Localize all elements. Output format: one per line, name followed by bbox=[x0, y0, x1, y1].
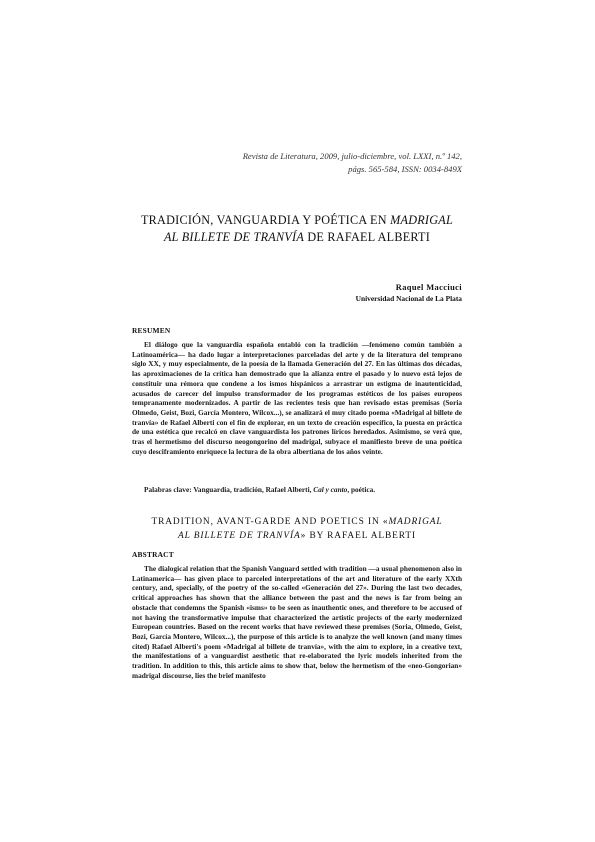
title-italic-1: MADRIGAL bbox=[390, 213, 454, 227]
article-title bbox=[132, 212, 462, 246]
english-title bbox=[132, 515, 462, 543]
keywords-end: , poética. bbox=[347, 485, 376, 494]
abstract-heading: ABSTRACT bbox=[132, 550, 174, 559]
title-italic-2: AL BILLETE DE TRANVÍA bbox=[163, 230, 305, 244]
keywords-list: Vanguardia, tradición, Rafael Alberti, bbox=[191, 485, 314, 494]
citation-line-1: Revista de Literatura, 2009, julio-diciembre, vol. LXXI, n.º 142, bbox=[242, 151, 462, 161]
keywords-italic: Cal y canto bbox=[313, 485, 348, 494]
en-title-part-1: TRADITION, AVANT-GARDE AND POETICS IN « bbox=[151, 517, 389, 527]
en-title-italic-2: AL BILLETE DE TRANVÍA bbox=[177, 531, 301, 541]
resumen-heading: RESUMEN bbox=[132, 326, 171, 335]
resumen-body bbox=[132, 340, 462, 456]
keywords-label: Palabras clave: bbox=[144, 485, 192, 494]
en-title-italic-1: MADRIGAL bbox=[388, 517, 443, 527]
citation-line-2: págs. 565-584, ISSN: 0034-849X bbox=[348, 164, 462, 174]
en-title-part-2: » BY RAFAEL ALBERTI bbox=[300, 531, 417, 541]
author-affiliation: Universidad Nacional de La Plata bbox=[355, 294, 462, 303]
title-part-1: TRADICIÓN, VANGUARDIA Y POÉTICA EN bbox=[140, 213, 391, 227]
abstract-body bbox=[132, 564, 462, 680]
title-part-2: DE RAFAEL ALBERTI bbox=[304, 230, 431, 244]
author-block bbox=[162, 282, 462, 304]
resumen-paragraph: El diálogo que la vanguardia española entabló con la tradición —fenómeno común también a Latinoamérica— ha dado lugar a interpretaciones parceladas del arte y de la literatura del temprano siglo XX, y muy especialmente, de la poesía de la llamada Generación del 27. En las últimas dos décadas, las aproximaciones de la crítica han demostrado que la alianza entre el pasado y lo nuevo está lejos de constituir una rémora que condene a los ismos hispánicos a arrastrar un estigma de inautenticidad, acusados de carecer del impulso transformador de los programas estéticos de los países europeos tempranamente modernizados. A partir de las recientes tesis que han revisado estas premisas (Soria Olmedo, Geist, Bozi, García Montero, Wilcox...), se analizará el muy citado poema «Madrigal al billete de tranvía» de Rafael Alberti con el fin de explorar, en un texto de creación específico, la puesta en práctica de una estética que recalcó en clave vanguardista los patrones líricos heredados. Asimismo, se verá que, tras el hermetismo del discurso neogongorino del madrigal, subyace el manifiesto breve de una poética cuyo desciframiento enriquece la lectura de la obra albertiana de los años veinte. bbox=[132, 340, 462, 456]
journal-citation bbox=[132, 150, 462, 176]
abstract-paragraph: The dialogical relation that the Spanish Vanguard settled with tradition —a usual phenomenon also in Latinamerica— has given place to parceled interpretations of the art and literature of the early XXth century, and, specially, of the poetry of the so-called «Generación del 27». During the last two decades, critical approaches has shown that the alliance between the past and the news is far from being an obstacle that condemns the Spanish «isms» to be seen as inauthentic ones, and therefore to be accused of not having the transformative impulse that characterized the artistic projects of the early modernized European countries. Based on the recent works that have reviewed these premises (Soria, Olmedo, Geist, Bozi, García Montero, Wilcox...), the purpose of this article is to analyze the well known (and many times cited) Rafael Alberti's poem «Madrigal al billete de tranvía», with the aim to explore, in a creative text, the manifestations of a vanguardist aesthetic that re-elaborated the lyric models inherited from the tradition. In addition to this, this article aims to show that, below the hermetism of the «neo-Gongorian» madrigal discourse, lies the brief manifesto bbox=[132, 564, 462, 680]
author-name: Raquel Macciuci bbox=[395, 283, 462, 292]
keywords-line bbox=[144, 485, 462, 495]
